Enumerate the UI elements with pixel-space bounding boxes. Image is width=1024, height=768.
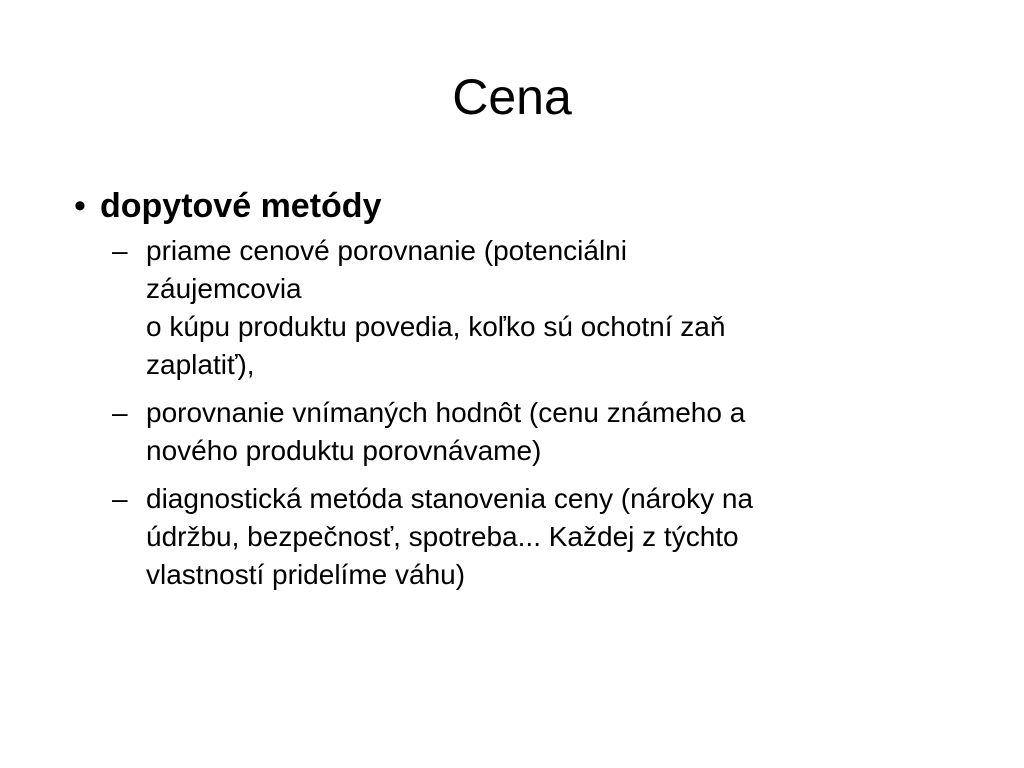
bullet-text: dopytové metódy <box>100 187 382 225</box>
dash-marker: – <box>112 397 128 428</box>
sub-bullet-text: priame cenové porovnanie (potenciálni záujemcovia o kúpu produktu povedia, koľko sú ochotní zaň zaplatiť), <box>146 235 726 380</box>
sub-bullet-item <box>112 480 960 594</box>
bullet-item <box>60 182 960 230</box>
sub-bullet-text: porovnanie vnímaných hodnôt (cenu známeho a nového produktu porovnávame) <box>146 397 746 466</box>
slide-body <box>60 182 960 604</box>
dash-marker: – <box>112 483 128 514</box>
sub-bullet-text: diagnostická metóda stanovenia ceny (nároky na údržbu, bezpečnosť, spotreba... Každej z týchto vlastností pridelíme váhu) <box>146 483 754 590</box>
slide-title: Cena <box>452 69 572 125</box>
dash-marker: – <box>112 235 128 266</box>
bullet-marker: • <box>74 187 86 225</box>
sub-bullet-item <box>112 232 960 384</box>
sub-bullet-list <box>112 232 960 594</box>
sub-bullet-item <box>112 394 960 470</box>
